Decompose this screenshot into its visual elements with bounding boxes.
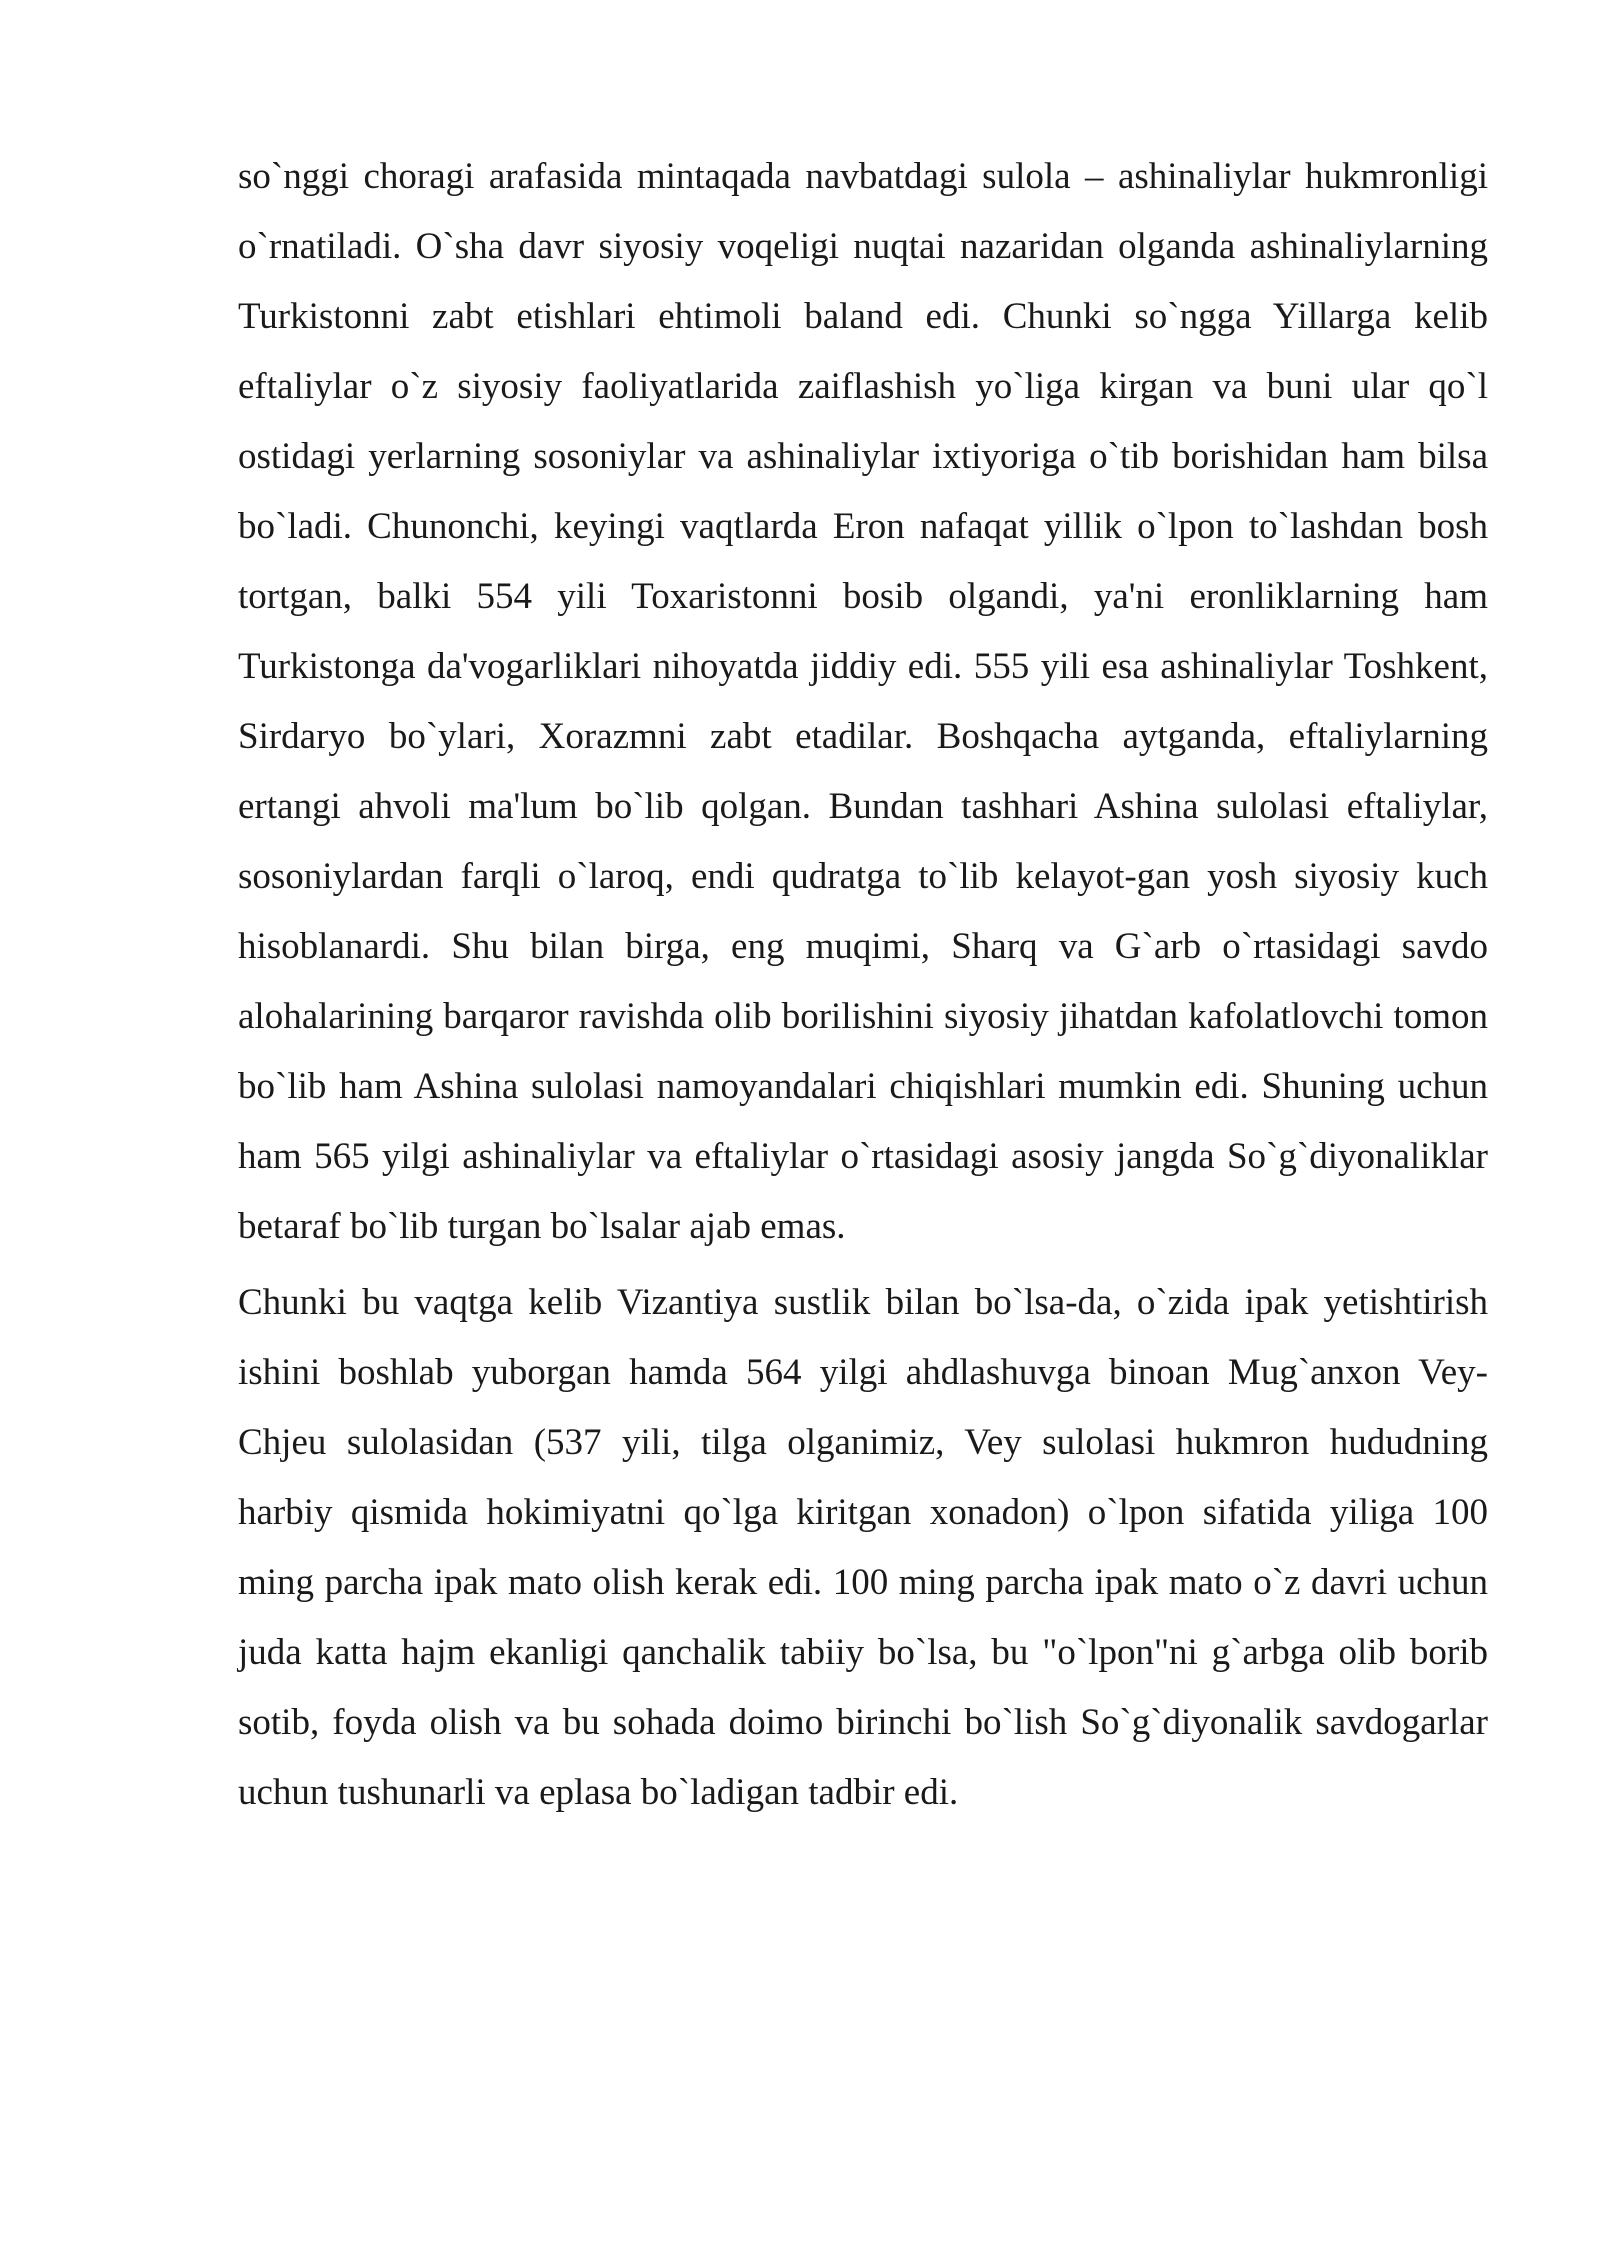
text-column: [238, 142, 1488, 1828]
paragraph-1: so`nggi choragi arafasida mintaqada navbatdagi sulola – ashinaliylar hukmronligi o`rnatiladi. O`sha davr siyosiy voqeligi nuqtai nazaridan olganda ashinaliylarning Turkistonni zabt etishlari ehtimoli baland edi. Chunki so`ngga Yillarga kelib eftaliylar o`z siyosiy faoliyatlarida zaiflashish yo`liga kirgan va buni ular qo`l ostidagi yerlarning sosoniylar va ashinaliylar ixtiyoriga o`tib borishidan ham bilsa bo`ladi. Chunonchi, keyingi vaqtlarda Eron nafaqat yillik o`lpon to`lashdan bosh tortgan, balki 554 yili Toxaristonni bosib olgandi, ya'ni eronliklarning ham Turkistonga da'vogarliklari nihoyatda jiddiy edi. 555 yili esa ashinaliylar Toshkent, Sirdaryo bo`ylari, Xorazmni zabt etadilar. Boshqacha aytganda, eftaliylarning ertangi ahvoli ma'lum bo`lib qolgan. Bundan tashhari Ashina sulolasi eftaliylar, sosoniylardan farqli o`laroq, endi qudratga to`lib kelayot-gan yosh siyosiy kuch hisoblanardi. Shu bilan birga, eng muqimi, Sharq va G`arb o`rtasidagi savdo alohalarining barqaror ravishda olib borilishini siyosiy jihatdan kafolatlovchi tomon bo`lib ham Ashina sulolasi namoyandalari chiqishlari mumkin edi. Shuning uchun ham 565 yilgi ashinaliylar va eftaliylar o`rtasidagi asosiy jangda So`g`diyonaliklar betaraf bo`lib turgan bo`lsalar ajab emas.: [238, 156, 1488, 1247]
paragraph-2: Chunki bu vaqtga kelib Vizantiya sustlik bilan bo`lsa-da, o`zida ipak yetishtirish ishini boshlab yuborgan hamda 564 yilgi ahdlashuvga binoan Mug`anxon Vey-Chjeu sulolasidan (537 yili, tilga olganimiz, Vey sulolasi hukmron hududning harbiy qismida hokimiyatni qo`lga kiritgan xonadon) o`lpon sifatida yiliga 100 ming parcha ipak mato olish kerak edi. 100 ming parcha ipak mato o`z davri uchun juda katta hajm ekanligi qanchalik tabiiy bo`lsa, bu "o`lpon"ni g`arbga olib borib sotib, foyda olish va bu sohada doimo birinchi bo`lish So`g`diyonalik savdogarlar uchun tushunarli va eplasa bo`ladigan tadbir edi.: [238, 1282, 1488, 1813]
